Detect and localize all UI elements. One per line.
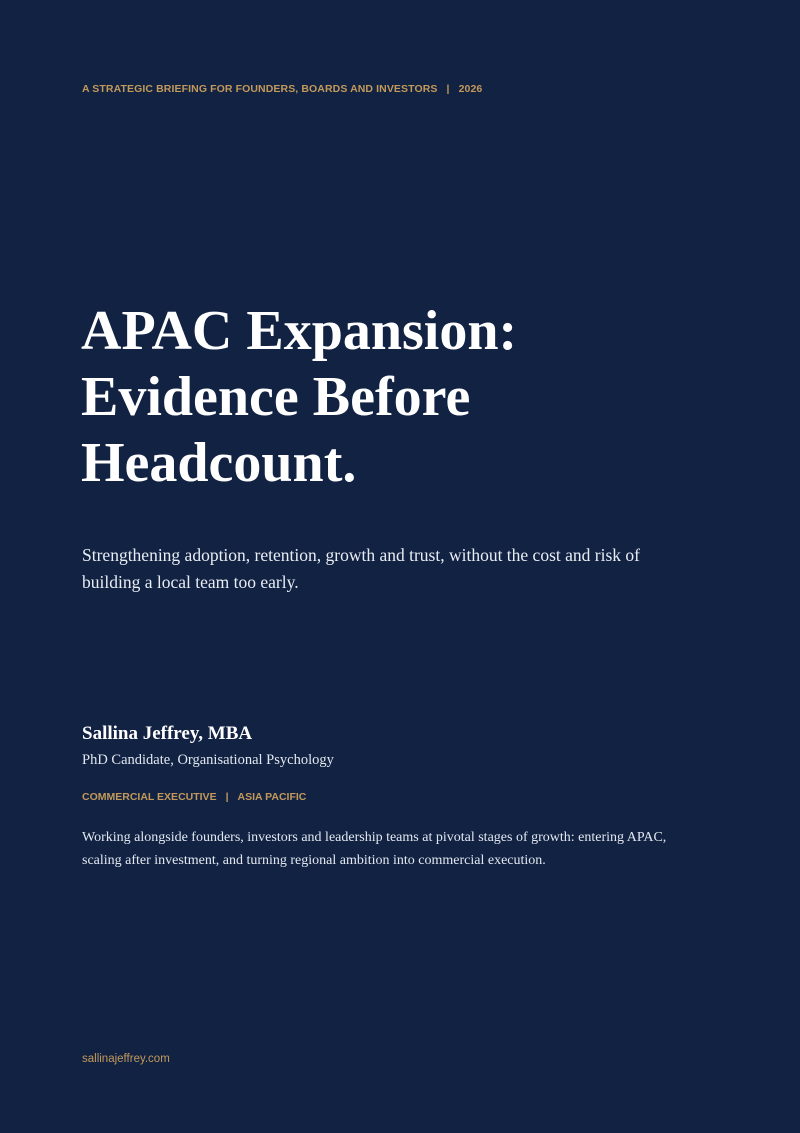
title-line-2: Evidence Before xyxy=(81,366,471,428)
title-line-3: Headcount. xyxy=(81,432,357,494)
page-title xyxy=(81,298,721,496)
author-tags xyxy=(82,791,306,803)
eyebrow-separator: | xyxy=(446,83,450,95)
author-tag-role: COMMERCIAL EXECUTIVE xyxy=(82,791,217,803)
author-tag-region: ASIA PACIFIC xyxy=(237,791,307,803)
page-subtitle: Strengthening adoption, retention, growth and trust, without the cost and risk of building a local team too early. xyxy=(82,545,640,592)
author-role: PhD Candidate, Organisational Psychology xyxy=(82,752,334,768)
title-line-1: APAC Expansion: xyxy=(81,300,518,362)
author-name: Sallina Jeffrey, MBA xyxy=(82,723,253,744)
website-link[interactable]: sallinajeffrey.com xyxy=(82,1053,170,1065)
eyebrow-text: A STRATEGIC BRIEFING FOR FOUNDERS, BOARDS AND INVESTORS xyxy=(82,83,438,95)
eyebrow-year: 2026 xyxy=(458,83,483,95)
briefing-eyebrow xyxy=(82,83,482,95)
author-tag-separator: | xyxy=(225,791,229,803)
author-bio: Working alongside founders, investors and leadership teams at pivotal stages of growth: entering APAC, scaling after investment, and turning regional ambition into commercial execution. xyxy=(82,830,667,868)
